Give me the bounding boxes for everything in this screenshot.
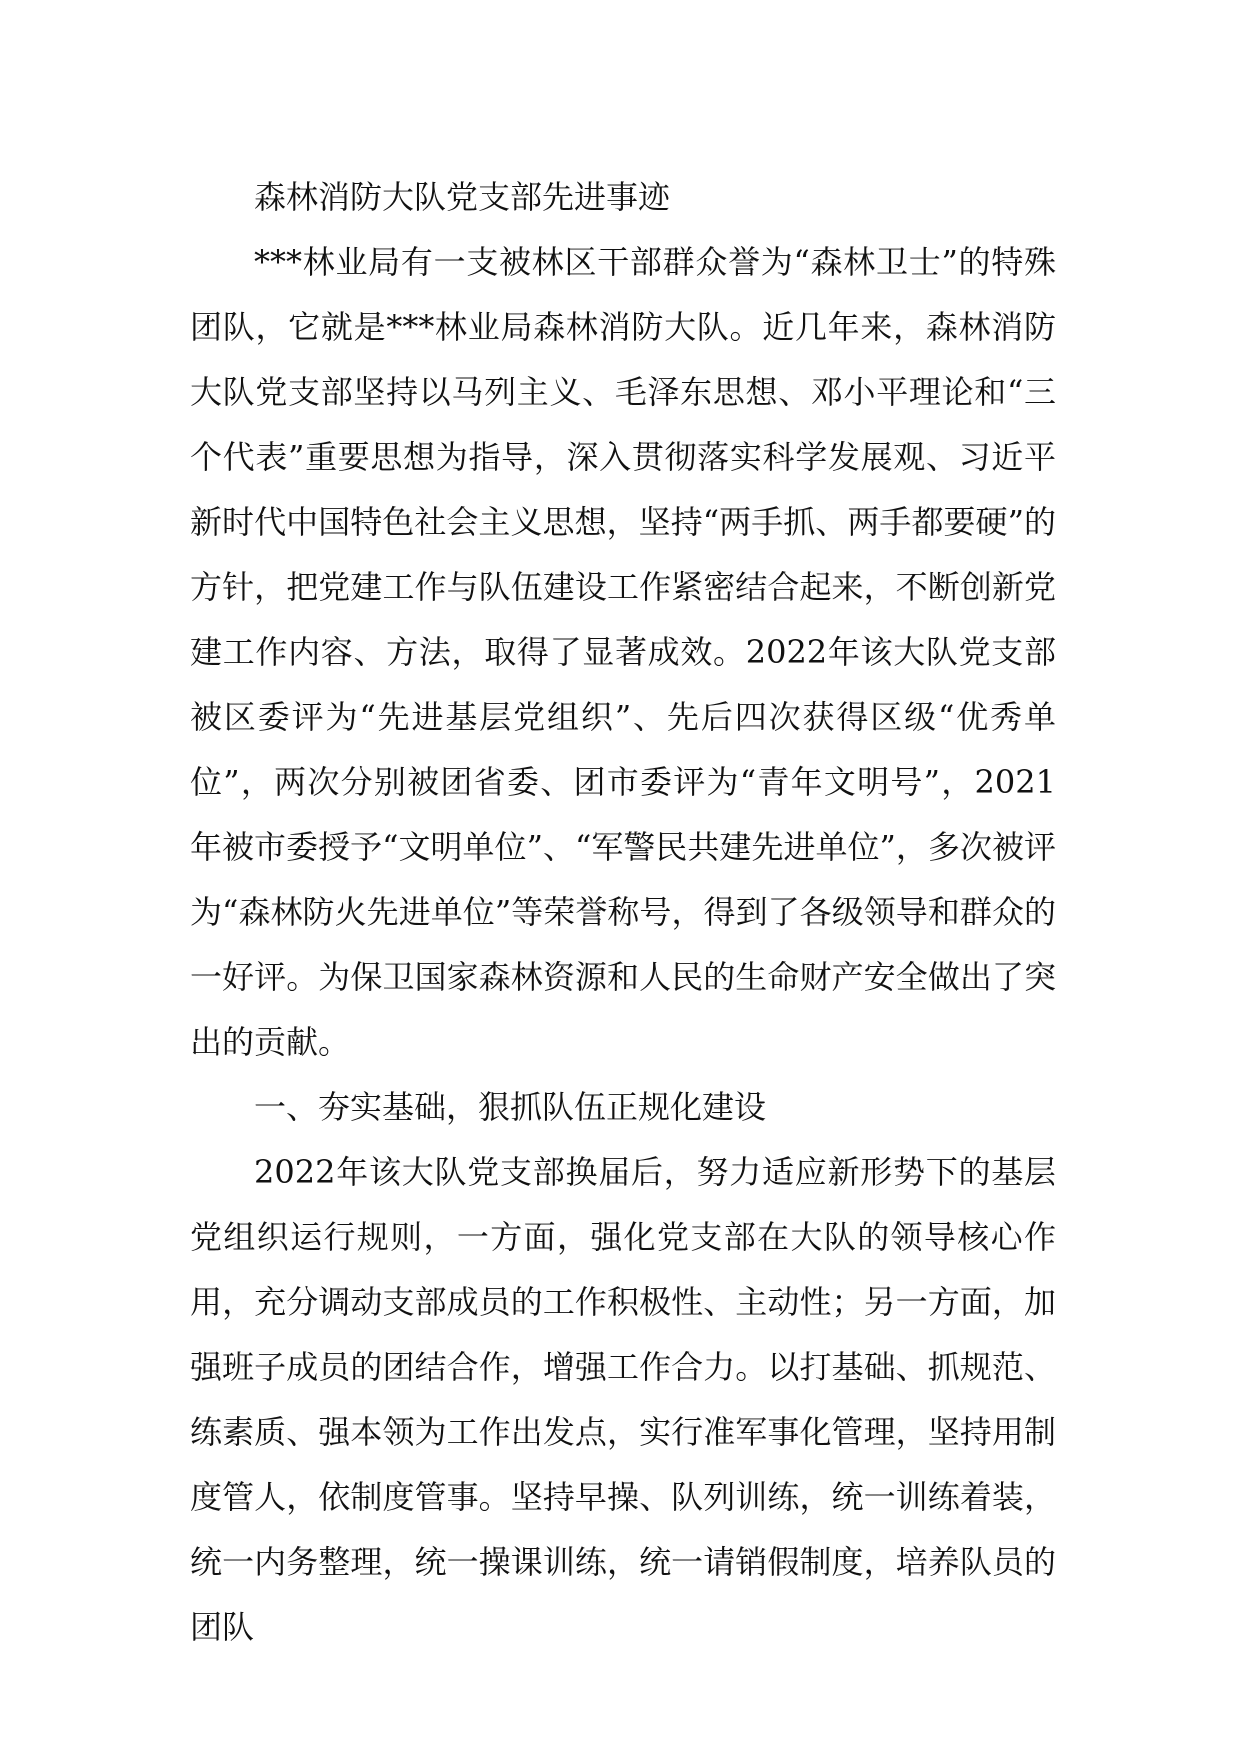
intro-paragraph: ***林业局有一支被林区干部群众誉为“森林卫士”的特殊团队，它就是***林业局森林消防大队。近几年来，森林消防大队党支部坚持以马列主义、毛泽东思想、邓小平理论和“三个代表”重要思想为指导，深入贯彻落实科学发展观、习近平新时代中国特色社会主义思想，坚持“两手抓、两手都要硬”的方针，把党建工作与队伍建设工作紧密结合起来，不断创新党建工作内容、方法，取得了显著成效。2022年该大队党支部被区委评为“先进基层党组织”、先后四次获得区级“优秀单位”，两次分别被团省委、团市委评为“青年文明号”，2021年被市委授予“文明单位”、“军警民共建先进单位”，多次被评为“森林防火先进单位”等荣誉称号，得到了各级领导和群众的一好评。为保卫国家森林资源和人民的生命财产安全做出了突出的贡献。 (190, 243, 1056, 1061)
document-title: 森林消防大队党支部先进事迹 (254, 178, 671, 216)
document-body (190, 165, 1056, 1660)
section-heading: 一、夯实基础，狠抓队伍正规化建设 (254, 1088, 767, 1126)
section-paragraph: 2022年该大队党支部换届后，努力适应新形势下的基层党组织运行规则，一方面，强化党支部在大队的领导核心作用，充分调动支部成员的工作积极性、主动性；另一方面，加强班子成员的团结合作，增强工作合力。以打基础、抓规范、练素质、强本领为工作出发点，实行准军事化管理，坚持用制度管人，依制度管事。坚持早操、队列训练，统一训练着装，统一内务整理，统一操课训练，统一请销假制度，培养队员的团队 (190, 1153, 1056, 1646)
